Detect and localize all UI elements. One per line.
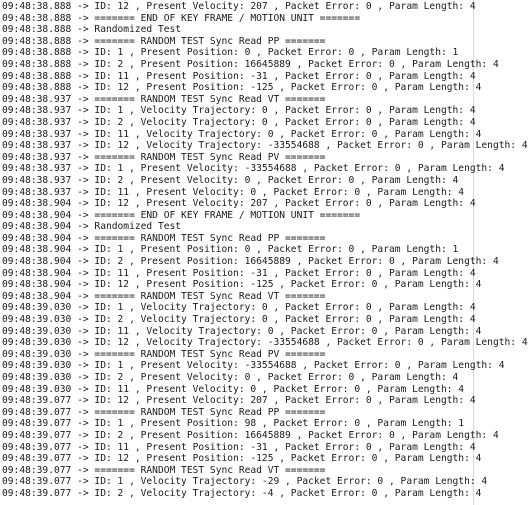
log-lines <box>2 1 528 500</box>
log-line: 09:48:39.030 -> ID: 12 , Velocity Trajectory: -33554688 , Packet Error: 0 , Param Length: 4 <box>2 337 528 349</box>
log-line: 09:48:38.888 -> ID: 2 , Present Position: 16645889 , Packet Error: 0 , Param Length: 4 <box>2 58 499 70</box>
log-line: 09:48:39.077 -> ID: 12 , Present Position: -125 , Packet Error: 0 , Param Length: 4 <box>2 453 482 465</box>
log-line: 09:48:38.937 -> ID: 12 , Velocity Trajectory: -33554688 , Packet Error: 0 , Param Length: 4 <box>2 140 528 152</box>
log-line: 09:48:38.937 -> ID: 1 , Present Velocity: -33554688 , Packet Error: 0 , Param Length: 4 <box>2 163 505 175</box>
log-line: 09:48:38.937 -> ======= RANDOM TEST Sync Read VT ======= <box>2 93 326 105</box>
log-line: 09:48:39.030 -> ID: 1 , Velocity Trajectory: 0 , Packet Error: 0 , Param Length: 4 <box>2 302 476 314</box>
log-line: 09:48:38.904 -> ======= END OF KEY FRAME / MOTION UNIT ======= <box>2 209 361 221</box>
log-line: 09:48:38.904 -> ID: 12 , Present Position: -125 , Packet Error: 0 , Param Length: 4 <box>2 279 482 291</box>
log-line: 09:48:39.077 -> ID: 1 , Present Position: 98 , Packet Error: 0 , Param Length: 1 <box>2 418 465 430</box>
log-line: 09:48:38.937 -> ID: 2 , Present Velocity: 0 , Packet Error: 0 , Param Length: 4 <box>2 174 459 186</box>
log-line: 09:48:38.888 -> ======= END OF KEY FRAME / MOTION UNIT ======= <box>2 12 361 24</box>
log-line: 09:48:38.888 -> ======= RANDOM TEST Sync Read PP ======= <box>2 35 326 47</box>
log-line: 09:48:39.030 -> ID: 11 , Present Velocity: 0 , Packet Error: 0 , Param Length: 4 <box>2 383 465 395</box>
log-line: 09:48:38.904 -> ID: 2 , Present Position: 16645889 , Packet Error: 0 , Param Length: 4 <box>2 256 499 268</box>
log-line: 09:48:38.904 -> ======= RANDOM TEST Sync Read VT ======= <box>2 290 326 302</box>
log-line: 09:48:39.077 -> ID: 11 , Present Position: -31 , Packet Error: 0 , Param Length: 4 <box>2 441 476 453</box>
log-line: 09:48:38.888 -> ID: 11 , Present Position: -31 , Packet Error: 0 , Param Length: 4 <box>2 70 476 82</box>
log-line: 09:48:38.937 -> ID: 2 , Velocity Trajectory: 0 , Packet Error: 0 , Param Length: 4 <box>2 116 476 128</box>
log-line: 09:48:39.077 -> ======= RANDOM TEST Sync Read VT ======= <box>2 464 326 476</box>
log-line: 09:48:38.937 -> ID: 11 , Velocity Trajectory: 0 , Packet Error: 0 , Param Length: 4 <box>2 128 482 140</box>
log-line: 09:48:39.030 -> ID: 2 , Present Velocity: 0 , Packet Error: 0 , Param Length: 4 <box>2 372 459 383</box>
log-line: 09:48:38.888 -> ID: 1 , Present Position: 0 , Packet Error: 0 , Param Length: 1 <box>2 47 459 59</box>
log-line: 09:48:38.904 -> Randomized Test <box>2 221 182 233</box>
log-line: 09:48:38.937 -> ID: 1 , Velocity Trajectory: 0 , Packet Error: 0 , Param Length: 4 <box>2 105 476 117</box>
log-line: 09:48:38.937 -> ======= RANDOM TEST Sync Read PV ======= <box>2 151 326 163</box>
log-line: 09:48:39.030 -> ID: 1 , Present Velocity: -33554688 , Packet Error: 0 , Param Length: 4 <box>2 360 505 372</box>
log-line: 09:48:39.077 -> ID: 2 , Present Position: 16645889 , Packet Error: 0 , Param Length: 4 <box>2 429 499 441</box>
log-line: 09:48:38.888 -> Randomized Test <box>2 24 182 36</box>
log-line: 09:48:39.030 -> ID: 11 , Velocity Trajectory: 0 , Packet Error: 0 , Param Length: 4 <box>2 325 482 337</box>
log-line: 09:48:39.077 -> ID: 12 , Present Velocity: 207 , Packet Error: 0 , Param Length: 4 <box>2 395 476 407</box>
log-line: 09:48:38.904 -> ID: 11 , Present Position: -31 , Packet Error: 0 , Param Length: 4 <box>2 267 476 279</box>
log-line: 09:48:39.030 -> ======= RANDOM TEST Sync Read PV ======= <box>2 348 326 360</box>
log-line: 09:48:38.937 -> ID: 11 , Present Velocity: 0 , Packet Error: 0 , Param Length: 4 <box>2 186 465 198</box>
log-line: 09:48:39.030 -> ID: 2 , Velocity Trajectory: 0 , Packet Error: 0 , Param Length: 4 <box>2 314 476 326</box>
log-line: 09:48:38.904 -> ======= RANDOM TEST Sync Read PP ======= <box>2 232 326 244</box>
log-line: 09:48:39.077 -> ID: 1 , Velocity Trajectory: -29 , Packet Error: 0 , Param Length: 4 <box>2 476 488 488</box>
log-line: 09:48:38.888 -> ID: 12 , Present Velocity: 207 , Packet Error: 0 , Param Length: 4 <box>2 1 476 12</box>
log-line: 09:48:39.077 -> ID: 2 , Velocity Trajectory: -4 , Packet Error: 0 , Param Length: 4 <box>2 487 482 499</box>
log-line: 09:48:39.077 -> ======= RANDOM TEST Sync Read PP ======= <box>2 406 326 418</box>
log-line: 09:48:38.904 -> ID: 1 , Present Position: 0 , Packet Error: 0 , Param Length: 1 <box>2 244 459 256</box>
log-line: 09:48:38.904 -> ID: 12 , Present Velocity: 207 , Packet Error: 0 , Param Length: 4 <box>2 198 476 210</box>
log-line: 09:48:38.888 -> ID: 12 , Present Position: -125 , Packet Error: 0 , Param Length: 4 <box>2 82 482 94</box>
